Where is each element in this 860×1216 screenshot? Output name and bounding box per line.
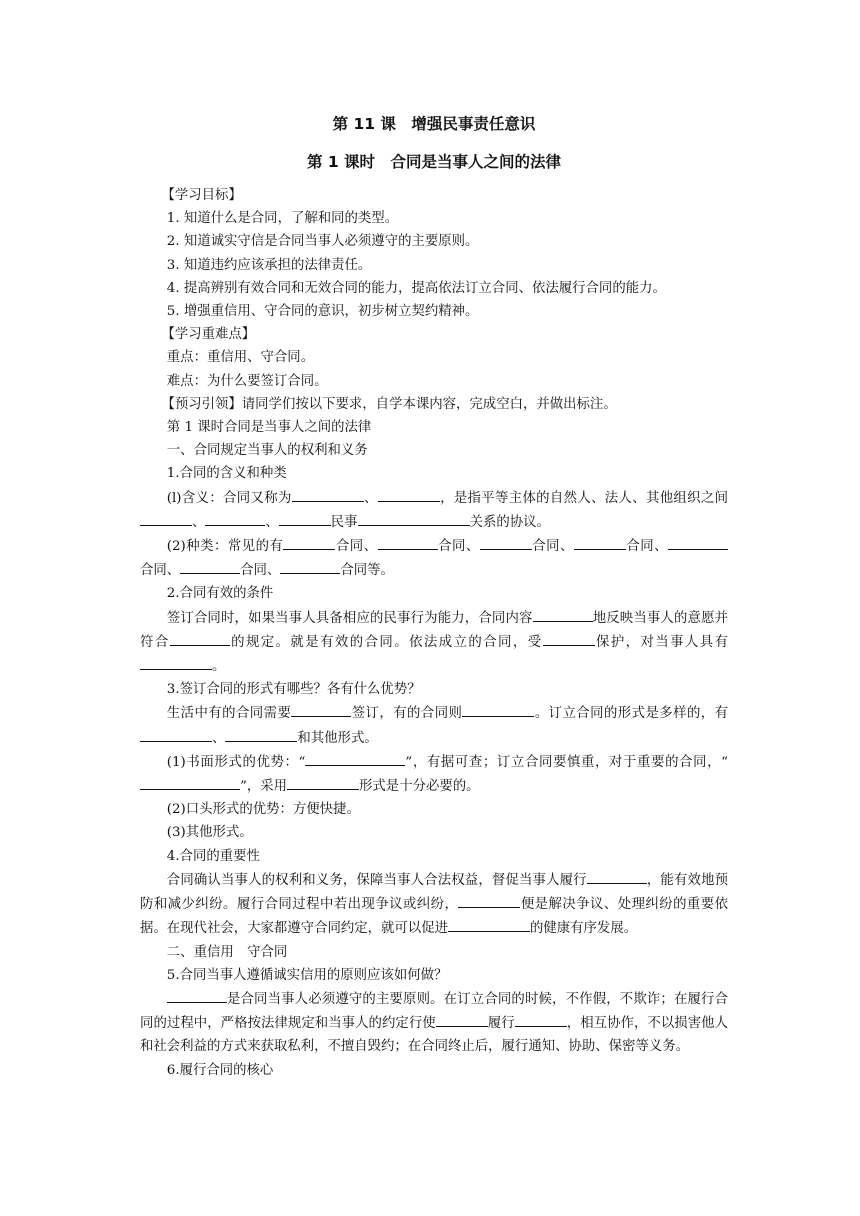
question-4: 4.合同的重要性 bbox=[166, 848, 260, 864]
goal-item: 2. 知道诚实守信是合同当事人必须遵守的主要原则。 bbox=[166, 234, 479, 250]
fill-blank[interactable] bbox=[225, 726, 297, 742]
fill-blank[interactable] bbox=[480, 534, 532, 550]
paragraph-good-faith: 是合同当事人必须遵守的主要原则。在订立合同的时候，不作假，不欺诈；在履行合同的过程中，严格按法律规定和当事人的约定行使 履行 ，相互协作，不以损害他人和社会利益的方式来获取私利，不擅自毁约；在合同终止后，履行通知、协助、保密等义务。 bbox=[140, 987, 728, 1059]
worksheet-page bbox=[140, 112, 728, 1082]
preview-heading: 【预习引领】请同学们按以下要求，自学本课内容，完成空白，并做出标注。 bbox=[161, 396, 617, 412]
goal-item: 5. 增强重信用、守合同的意识，初步树立契约精神。 bbox=[166, 304, 479, 320]
fill-blank[interactable] bbox=[205, 510, 265, 526]
fill-blank[interactable] bbox=[515, 1011, 567, 1027]
question-6: 6.履行合同的核心 bbox=[166, 1062, 274, 1078]
question-5: 5.合同当事人遵循诚实信用的原则应该如何做？ bbox=[166, 967, 448, 983]
fill-blank[interactable] bbox=[167, 987, 227, 1003]
lesson-subtitle: 第 1 课时 合同是当事人之间的法律 bbox=[306, 153, 562, 171]
fill-blank[interactable] bbox=[287, 774, 359, 790]
fill-blank[interactable] bbox=[587, 868, 647, 884]
paragraph-importance: 合同确认当事人的权利和义务，保障当事人合法权益，督促当事人履行 ，能有效地预防和减少纠纷。履行合同过程中若出现争议或纠纷， 便是解决争议、处理纠纷的重要依据。在现代社会，大家都遵守合同约定，就可以促进 的健康有序发展。 bbox=[140, 868, 728, 941]
fill-blank[interactable] bbox=[140, 510, 192, 526]
focus-point: 重点：重信用、守合同。 bbox=[166, 350, 315, 366]
paragraph-valid-conditions: 签订合同时，如果当事人具备相应的民事行为能力，合同内容 地反映当事人的意愿并符合 的规定。就是有效的合同。依法成立的合同，受 保护，对当事人具有。 bbox=[140, 606, 728, 679]
section-heading-2: 二、重信用 守合同 bbox=[166, 944, 288, 960]
fill-blank[interactable] bbox=[292, 486, 364, 502]
goals-heading: 【学习目标】 bbox=[161, 188, 242, 203]
paragraph-definition: (l)含义：合同又称为 、 ，是指平等主体的自然人、法人、其他组织之间、 、 民事 关系的协议。 bbox=[140, 486, 728, 534]
fill-blank[interactable] bbox=[436, 1011, 488, 1027]
fill-blank[interactable] bbox=[283, 534, 335, 550]
difficulty-point: 难点：为什么要签订合同。 bbox=[166, 373, 328, 389]
goal-item: 1. 知道什么是合同，了解和同的类型。 bbox=[166, 211, 399, 227]
fill-blank[interactable] bbox=[462, 701, 534, 717]
paragraph-types: (2)种类：常见的有 合同、 合同、 合同、 合同、合同、 合同、 合同等。 bbox=[140, 534, 728, 582]
fill-blank[interactable] bbox=[533, 606, 593, 622]
question-2: 2.合同有效的条件 bbox=[166, 586, 274, 602]
question-1: 1.合同的含义和种类 bbox=[166, 466, 287, 482]
fill-blank[interactable] bbox=[574, 534, 626, 550]
paragraph-other-forms: (3)其他形式。 bbox=[166, 825, 253, 841]
question-3: 3.签订合同的形式有哪些？各有什么优势？ bbox=[166, 682, 421, 698]
paragraph-written-advantage: (1)书面形式的优势：“ ”，有据可查；订立合同要慎重，对于重要的合同，“”，采用 形式是十分必要的。 bbox=[140, 750, 728, 798]
paragraph-oral-advantage: (2)口头形式的优势：方便快捷。 bbox=[166, 802, 360, 818]
fill-blank[interactable] bbox=[458, 892, 520, 908]
fill-blank[interactable] bbox=[170, 630, 230, 646]
fill-blank[interactable] bbox=[668, 534, 728, 550]
fill-blank[interactable] bbox=[305, 750, 405, 766]
fill-blank[interactable] bbox=[291, 701, 351, 717]
key-points-heading: 【学习重难点】 bbox=[161, 327, 256, 343]
fill-blank[interactable] bbox=[543, 630, 595, 646]
goal-item: 3. 知道违约应该承担的法律责任。 bbox=[166, 257, 372, 273]
fill-blank[interactable] bbox=[180, 558, 240, 574]
lesson-line: 第 1 课时合同是当事人之间的法律 bbox=[166, 420, 372, 436]
fill-blank[interactable] bbox=[280, 558, 340, 574]
lesson-title: 第 11 课 增强民事责任意识 bbox=[332, 115, 536, 133]
fill-blank[interactable] bbox=[140, 726, 212, 742]
fill-blank[interactable] bbox=[140, 774, 240, 790]
fill-blank[interactable] bbox=[448, 916, 530, 932]
fill-blank[interactable] bbox=[378, 486, 440, 502]
section-heading-1: 一、合同规定当事人的权利和义务 bbox=[166, 443, 368, 459]
fill-blank[interactable] bbox=[378, 534, 438, 550]
paragraph-forms: 生活中有的合同需要 签订，有的合同则 。订立合同的形式是多样的，有、 和其他形式。 bbox=[140, 701, 728, 749]
fill-blank[interactable] bbox=[140, 654, 212, 670]
fill-blank[interactable] bbox=[358, 510, 470, 526]
goal-item: 4. 提高辨别有效合同和无效合同的能力，提高依法订立合同、依法履行合同的能力。 bbox=[166, 280, 666, 296]
fill-blank[interactable] bbox=[279, 510, 331, 526]
